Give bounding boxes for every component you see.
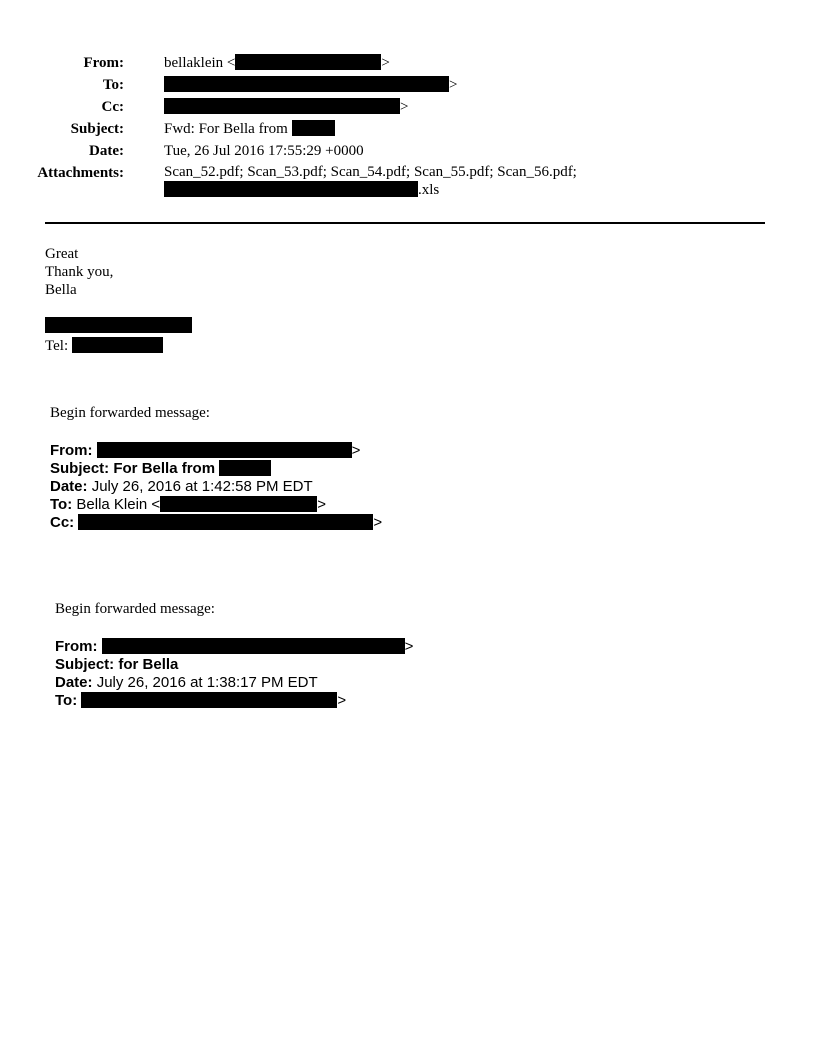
cc-label: Cc: (101, 99, 124, 115)
date-value: Tue, 26 Jul 2016 17:55:29 +0000 (164, 143, 364, 159)
from-label: From: (50, 442, 93, 459)
redaction-box (164, 98, 400, 114)
from-label: From: (83, 55, 124, 71)
to-value: Bella Klein < (76, 496, 161, 513)
cc-close: > (400, 99, 409, 115)
body-line: Thank you, (45, 264, 114, 280)
attachment-xls-ext[interactable]: .xls (418, 182, 440, 198)
to-close: > (337, 692, 347, 709)
date-value: July 26, 2016 at 1:42:58 PM EDT (91, 478, 313, 495)
from-value: bellaklein < (164, 55, 236, 71)
body-line: Great (45, 246, 79, 262)
subject-row (0, 119, 780, 141)
from-row (0, 53, 780, 75)
signature (45, 317, 192, 355)
date-value: July 26, 2016 at 1:38:17 PM EDT (96, 674, 318, 691)
to-close: > (449, 77, 458, 93)
to-close: > (317, 496, 326, 513)
date-label: Date: (50, 478, 88, 495)
subject-label: Subject: (50, 460, 110, 477)
attachments-list[interactable]: Scan_52.pdf; Scan_53.pdf; Scan_54.pdf; Scan_55.pdf; Scan_56.pdf; (164, 164, 577, 180)
email-header (0, 53, 780, 203)
attachments-label: Attachments: (37, 165, 124, 181)
forwarded-message-2 (55, 601, 413, 710)
body-line: Bella (45, 282, 77, 298)
forward-headers (55, 638, 413, 710)
from-close: > (351, 442, 361, 459)
subject-value: For Bella from (113, 460, 216, 477)
redaction-box (97, 442, 352, 458)
subject-value: Fwd: For Bella from (164, 121, 288, 137)
redaction-box (164, 76, 449, 92)
redaction-box (160, 496, 317, 512)
tel-label: Tel: (45, 338, 69, 354)
date-row (0, 141, 780, 163)
from-close: > (404, 638, 414, 655)
to-label: To: (102, 77, 124, 93)
to-row (0, 75, 780, 97)
redaction-box (72, 337, 163, 353)
forward-headers (50, 442, 382, 532)
redaction-box (78, 514, 373, 530)
cc-close: > (373, 514, 383, 531)
date-label: Date: (89, 143, 124, 159)
redaction-box (81, 692, 337, 708)
forwarded-message-1 (50, 405, 382, 532)
redaction-box (235, 54, 381, 70)
to-label: To: (55, 692, 78, 709)
redaction-box (219, 460, 271, 476)
from-close: > (381, 55, 390, 71)
forward-intro: Begin forwarded message: (55, 601, 215, 617)
attachments-row (0, 163, 780, 203)
header-divider (45, 222, 765, 224)
subject-value: for Bella (118, 656, 179, 673)
cc-row (0, 97, 780, 119)
from-label: From: (55, 638, 98, 655)
subject-label: Subject: (55, 656, 115, 673)
redaction-box (45, 317, 192, 333)
date-label: Date: (55, 674, 93, 691)
redaction-box (292, 120, 335, 136)
subject-label: Subject: (70, 121, 124, 137)
redaction-box (102, 638, 405, 654)
message-body (45, 245, 113, 299)
redaction-box (164, 181, 418, 197)
to-label: To: (50, 496, 73, 513)
forward-intro: Begin forwarded message: (50, 405, 210, 421)
cc-label: Cc: (50, 514, 75, 531)
